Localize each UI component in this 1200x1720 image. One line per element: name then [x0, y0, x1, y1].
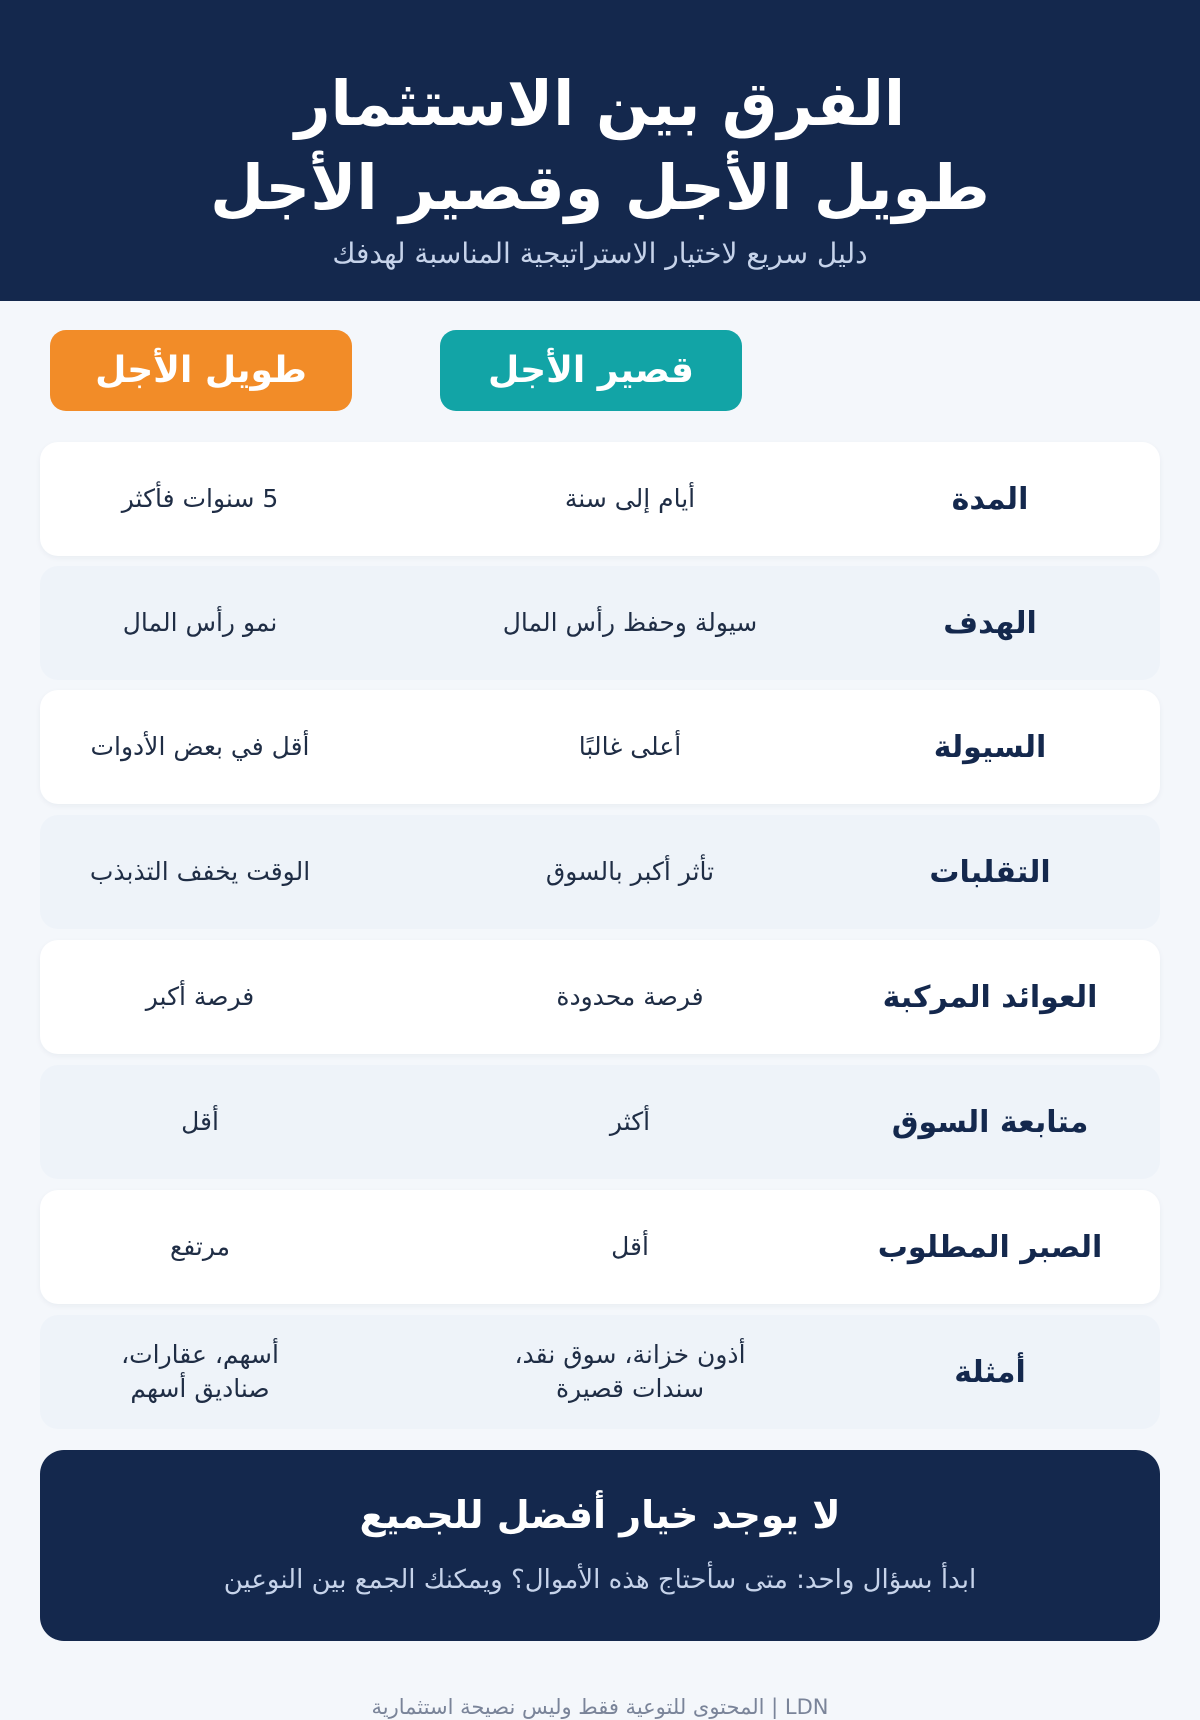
title-line-2: طويل الأجل وقصير الأجل [210, 151, 990, 224]
table-row-market-monitoring [40, 1065, 1160, 1179]
title-line-1: الفرق بين الاستثمار [294, 67, 906, 140]
short-term-value: أكثر [609, 1107, 651, 1136]
page-subtitle: دليل سريع لاختيار الاستراتيجية المناسبة لهدفك [332, 237, 868, 270]
callout-box [40, 1450, 1160, 1641]
row-label: التقلبات [929, 854, 1051, 890]
table-row-patience [40, 1190, 1160, 1304]
long-term-value: 5 سنوات فأكثر [121, 484, 279, 513]
long-term-column-header: طويل الأجل [50, 330, 352, 411]
row-label: أمثلة [954, 1354, 1026, 1390]
callout-text: ابدأ بسؤال واحد: متى سأحتاج هذه الأموال؟ ويمكنك الجمع بين النوعين [223, 1565, 977, 1595]
callout-title: لا يوجد خيار أفضل للجميع [359, 1493, 841, 1537]
row-label: الصبر المطلوب [877, 1229, 1103, 1265]
footer-disclaimer: LDN | المحتوى للتوعية فقط وليس نصيحة استثمارية [371, 1695, 829, 1719]
row-label: العوائد المركبة [882, 979, 1098, 1015]
short-term-value: فرصة محدودة [556, 982, 704, 1011]
table-row-examples [40, 1315, 1160, 1429]
page-title [0, 62, 1200, 230]
short-term-value: أيام إلى سنة [564, 484, 696, 513]
long-term-value: نمو رأس المال [122, 608, 278, 637]
table-row-volatility [40, 815, 1160, 929]
short-term-column-header: قصير الأجل [440, 330, 742, 411]
page-header [0, 0, 1200, 301]
long-term-value: أقل [181, 1107, 219, 1136]
row-label: السيولة [933, 729, 1047, 765]
table-row-compound-returns [40, 940, 1160, 1054]
short-term-value: تأثر أكبر بالسوق [545, 857, 715, 886]
table-row-liquidity [40, 690, 1160, 804]
long-term-value: فرصة أكبر [145, 982, 255, 1011]
long-term-value: مرتفع [169, 1232, 231, 1261]
row-label: متابعة السوق [891, 1104, 1089, 1140]
short-term-value: أعلى غالبًا [578, 732, 682, 761]
long-term-value: أسهم، عقارات، صناديق أسهم [121, 1340, 279, 1403]
short-term-value: سيولة وحفظ رأس المال [502, 608, 758, 637]
row-label: المدة [951, 481, 1029, 517]
short-term-value: أقل [611, 1232, 649, 1261]
table-row-goal [40, 566, 1160, 680]
row-label: الهدف [943, 605, 1037, 641]
short-term-value: أذون خزانة، سوق نقد، سندات قصيرة [514, 1340, 746, 1403]
long-term-value: أقل في بعض الأدوات [90, 732, 310, 761]
table-row-duration [40, 442, 1160, 556]
long-term-value: الوقت يخفف التذبذب [89, 857, 311, 886]
